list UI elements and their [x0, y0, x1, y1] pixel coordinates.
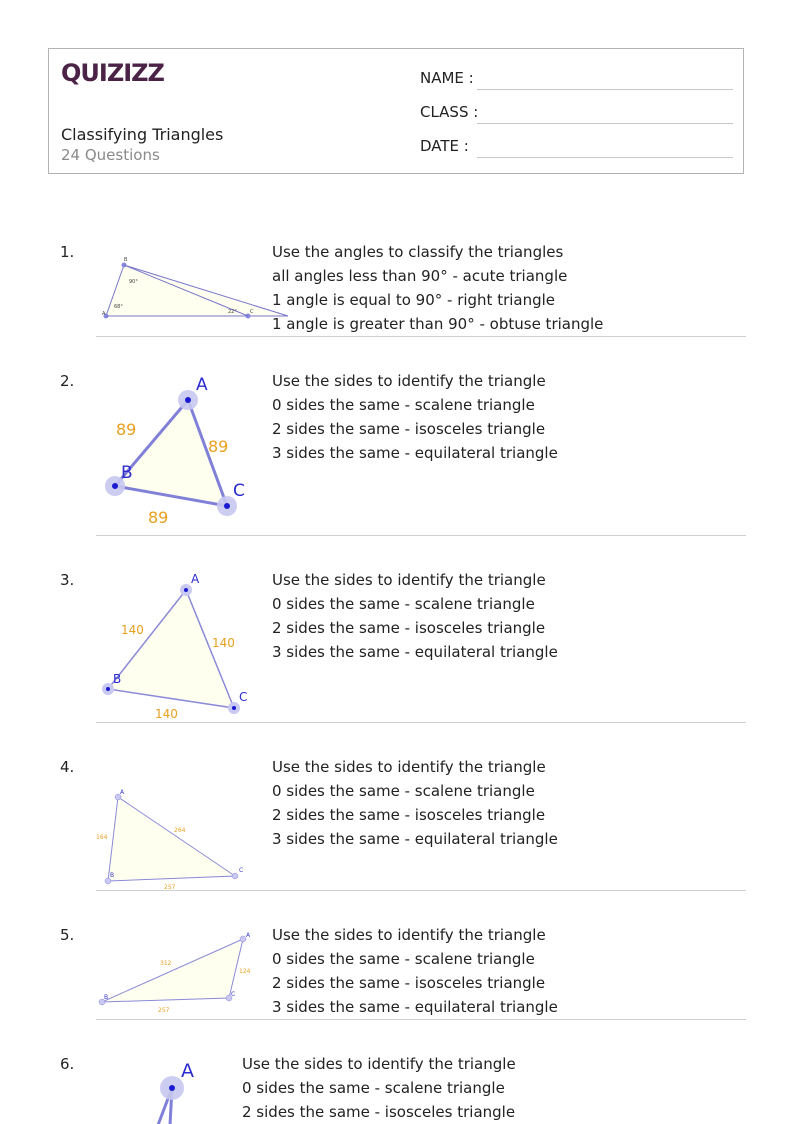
question-line: Use the sides to identify the triangle [272, 758, 546, 776]
side-bc: 89 [148, 508, 169, 527]
name-field[interactable] [477, 89, 733, 90]
vertex-a [185, 397, 191, 403]
question-figure [100, 372, 260, 532]
question-count: 24 Questions [61, 146, 160, 164]
question-figure [100, 253, 260, 323]
label-b: B [104, 994, 109, 1001]
quizizz-logo: QUIZIZZ [61, 59, 164, 87]
label-b: B [110, 872, 115, 879]
divider [96, 535, 746, 536]
vertex-b [112, 483, 118, 489]
question-text [272, 923, 558, 1019]
question-line: 3 sides the same - equilateral triangle [272, 643, 558, 661]
question-line: 3 sides the same - equilateral triangle [272, 998, 558, 1016]
divider [96, 336, 746, 337]
side-ab: 140 [121, 623, 144, 637]
question-figure [100, 926, 260, 1021]
worksheet-title: Classifying Triangles [61, 125, 224, 144]
question-text [242, 1052, 516, 1124]
question-figure [100, 571, 260, 721]
class-label: CLASS : [420, 103, 479, 121]
label-a: A [191, 572, 200, 586]
vertex-c [224, 503, 230, 509]
side-bc: 257 [158, 1007, 170, 1014]
angle-c: 22° [228, 309, 237, 315]
question-line: all angles less than 90° - acute triangle [272, 267, 568, 285]
question-line: Use the sides to identify the triangle [242, 1055, 516, 1073]
question-text [272, 755, 558, 851]
question-line: 3 sides the same - equilateral triangle [272, 444, 558, 462]
side-ac: 124 [239, 968, 251, 975]
question-figure [140, 1055, 220, 1123]
side-ab: 312 [160, 960, 172, 967]
label-a: A [102, 311, 106, 317]
side-ab: 164 [96, 834, 108, 841]
question-number: 5. [60, 926, 75, 944]
question-number: 1. [60, 243, 75, 261]
question-line: Use the sides to identify the triangle [272, 571, 546, 589]
question-number: 3. [60, 571, 75, 589]
label-a: A [246, 932, 251, 939]
date-label: DATE : [420, 137, 469, 155]
label-c: C [250, 309, 254, 315]
question-text [272, 568, 558, 664]
label-c: C [231, 991, 236, 998]
class-field[interactable] [477, 123, 733, 124]
angle-a: 68° [114, 304, 123, 310]
question-line: 0 sides the same - scalene triangle [272, 595, 535, 613]
divider [96, 890, 746, 891]
question-text [272, 240, 603, 336]
side-bc: 140 [155, 707, 178, 721]
question-line: 0 sides the same - scalene triangle [272, 950, 535, 968]
vertex-a [169, 1085, 175, 1091]
question-line: 2 sides the same - isosceles triangle [242, 1103, 516, 1121]
vertex-b [106, 687, 110, 691]
label-c: C [239, 867, 244, 874]
label-a: A [120, 789, 125, 796]
date-field[interactable] [477, 157, 733, 158]
question-line: 0 sides the same - scalene triangle [272, 396, 535, 414]
label-b: B [124, 257, 128, 263]
question-line: Use the sides to identify the triangle [272, 372, 546, 390]
question-line: Use the sides to identify the triangle [272, 926, 546, 944]
question-line: 2 sides the same - isosceles triangle [272, 420, 546, 438]
question-line: 3 sides the same - equilateral triangle [272, 830, 558, 848]
question-line: 1 angle is greater than 90° - obtuse triangle [272, 315, 604, 333]
question-line: Use the angles to classify the triangles [272, 243, 564, 261]
label-b: B [113, 672, 122, 686]
question-number: 2. [60, 372, 75, 390]
vertex-c [232, 873, 238, 879]
angle-b: 90° [129, 279, 138, 285]
question-figure [96, 778, 260, 898]
label-b: B [121, 463, 133, 483]
question-line: 1 angle is equal to 90° - right triangle [272, 291, 556, 309]
side-ac: 264 [174, 827, 186, 834]
label-c: C [233, 481, 245, 501]
question-line: 0 sides the same - scalene triangle [272, 782, 535, 800]
vertex-c [232, 706, 236, 710]
divider [96, 722, 746, 723]
name-label: NAME : [420, 69, 474, 87]
label-a: A [181, 1060, 194, 1082]
side-bc: 257 [164, 884, 176, 891]
question-number: 4. [60, 758, 75, 776]
side-ac: 89 [208, 437, 229, 456]
question-text [272, 369, 558, 465]
worksheet-header [48, 48, 744, 174]
side-ab: 89 [116, 420, 137, 439]
divider [96, 1019, 746, 1020]
question-number: 6. [60, 1055, 75, 1073]
side-ac: 140 [212, 636, 235, 650]
question-line: 2 sides the same - isosceles triangle [272, 974, 546, 992]
label-c: C [239, 690, 248, 704]
question-line: 0 sides the same - scalene triangle [242, 1079, 505, 1097]
label-a: A [196, 375, 208, 395]
question-line: 2 sides the same - isosceles triangle [272, 806, 546, 824]
question-line: 2 sides the same - isosceles triangle [272, 619, 546, 637]
vertex-a [184, 588, 188, 592]
